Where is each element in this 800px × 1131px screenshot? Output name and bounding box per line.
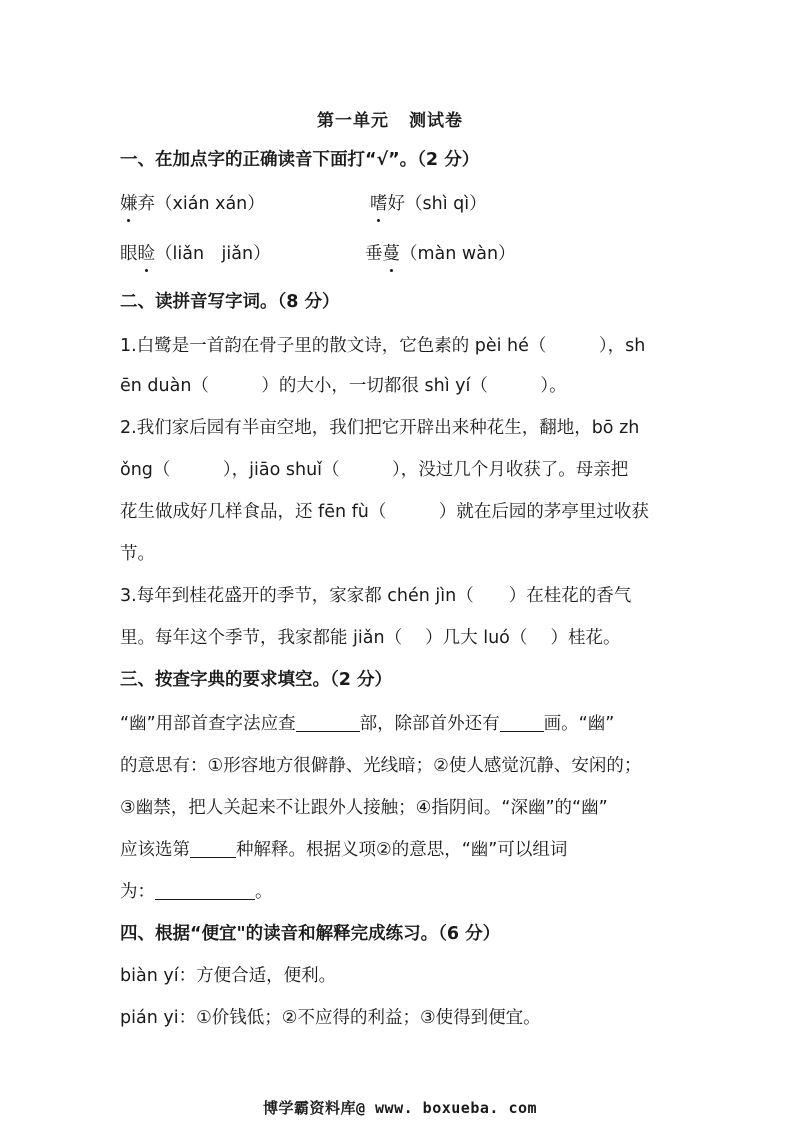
- pinyin-options: （liǎn jiǎn）: [155, 244, 271, 264]
- pinyin-options: （shì qì）: [405, 194, 487, 214]
- q2-heading: 二、读拼音写字词。（8 分）: [120, 292, 340, 312]
- q2-line-5: 花生做成好几样食品，还 fēn fù（ ）就在后园的茅亭里过收获: [120, 502, 649, 522]
- pinyin-options: （màn wàn）: [400, 244, 516, 264]
- q2-line-2: ēn duàn（ ）的大小，一切都很 shì yí（ ）。: [120, 376, 567, 396]
- q1-item-3: 眼睑（liǎn jiǎn）: [120, 244, 271, 264]
- answer-blank[interactable]: [500, 713, 544, 732]
- dotted-char: 嫌: [120, 194, 138, 214]
- q2-line-4: ǒng（ ），jiāo shuǐ（ ），没过几个月收获了。母亲把: [120, 460, 629, 480]
- page-title: [0, 106, 780, 131]
- footer-site: 博学霸资料库: [262, 1099, 356, 1117]
- footer-watermark: [0, 1097, 800, 1118]
- q2-line-1: 1.白鹭是一首韵在骨子里的散文诗，它色素的 pèi hé（ ），sh: [120, 336, 646, 356]
- q3-line-4: 应该选第 种解释。根据义项②的意思，“幽”可以组词: [120, 840, 568, 860]
- q1-item-1: 嫌弃（xián xán）: [120, 194, 265, 214]
- q3-line-5: 为： 。: [120, 882, 273, 902]
- q2-line-3: 2.我们家后园有半亩空地，我们把它开辟出来种花生，翻地，bō zh: [120, 418, 640, 438]
- footer-url: @ www. boxueba. com: [355, 1099, 538, 1117]
- dotted-char: 蔓: [382, 244, 400, 264]
- q2-line-8: 里。每年这个季节，我家都能 jiǎn（ ）几大 luó（ ）桂花。: [120, 628, 621, 648]
- dotted-char: 嗜: [370, 194, 388, 214]
- q4-line-1: biàn yí：方便合适，便利。: [120, 966, 337, 986]
- answer-blank[interactable]: [190, 839, 236, 858]
- q3-heading: 三、按查字典的要求填空。（2 分）: [120, 670, 393, 690]
- q1-item-4: 垂蔓（màn wàn）: [365, 244, 516, 264]
- q2-line-6: 节。: [120, 544, 155, 564]
- unit-label: 第一单元: [317, 111, 389, 131]
- pinyin-options: （xián xán）: [155, 194, 265, 214]
- q1-item-2: 嗜好（shì qì）: [370, 194, 487, 214]
- answer-blank[interactable]: [155, 881, 255, 900]
- q3-line-1: “幽”用部首查字法应查 部，除部首外还有 画。“幽”: [120, 714, 615, 734]
- answer-blank[interactable]: [296, 713, 360, 732]
- test-label: 测试卷: [409, 111, 463, 131]
- q3-line-3: ③幽禁，把人关起来不让跟外人接触；④指阴间。“深幽”的“幽”: [120, 798, 608, 818]
- q2-line-7: 3.每年到桂花盛开的季节，家家都 chén jìn（ ）在桂花的香气: [120, 586, 632, 606]
- q4-heading: 四、根据“便宜"的读音和解释完成练习。（6 分）: [120, 924, 501, 944]
- dotted-char: 睑: [137, 244, 155, 264]
- q1-heading: 一、在加点字的正确读音下面打“√”。（2 分）: [120, 150, 480, 170]
- q4-line-2: pián yi：①价钱低；②不应得的利益；③使得到便宜。: [120, 1008, 541, 1028]
- q3-line-2: 的意思有：①形容地方很僻静、光线暗；②使人感觉沉静、安闲的；: [120, 756, 642, 776]
